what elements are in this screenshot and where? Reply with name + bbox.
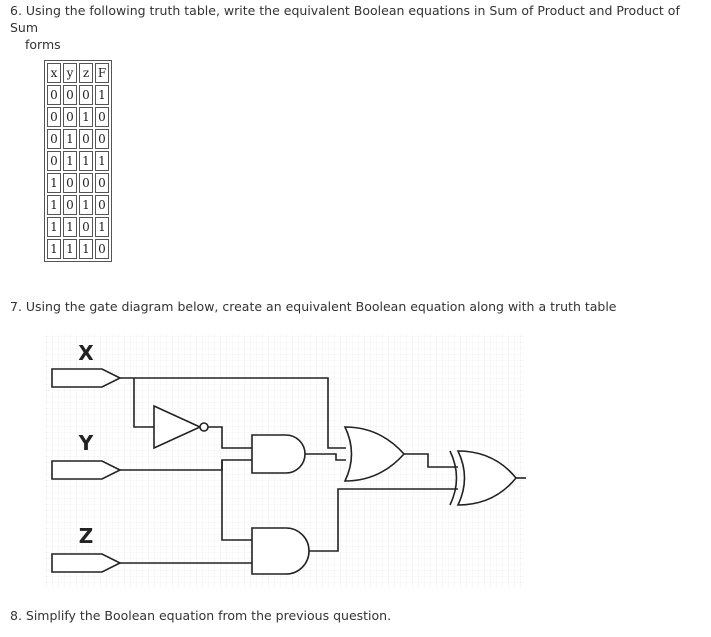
input-label-y: Y <box>78 431 94 455</box>
cell: 0 <box>63 85 77 105</box>
cell: 1 <box>95 151 109 171</box>
cell: 0 <box>47 151 61 171</box>
cell: 1 <box>47 173 61 193</box>
question-7-text: 7. Using the gate diagram below, create an equivalent Boolean equation along with a truth table <box>10 299 617 314</box>
cell: 1 <box>79 107 93 127</box>
cell: 1 <box>79 239 93 259</box>
cell: 0 <box>63 173 77 193</box>
table-row <box>47 151 109 171</box>
table-row <box>47 129 109 149</box>
cell: 0 <box>95 129 109 149</box>
cell: 0 <box>79 217 93 237</box>
input-label-z: Z <box>78 524 94 548</box>
cell: 1 <box>95 85 109 105</box>
header-z: z <box>79 63 93 83</box>
table-row <box>47 85 109 105</box>
cell: 0 <box>79 85 93 105</box>
cell: 0 <box>95 173 109 193</box>
header-f: F <box>95 63 109 83</box>
table-row <box>47 239 109 259</box>
question-6-text: 6. Using the following truth table, write the equivalent Boolean equations in Sum of Product and Product of Sum <box>10 3 680 35</box>
cell: 0 <box>47 129 61 149</box>
cell: 0 <box>47 107 61 127</box>
cell: 1 <box>47 195 61 215</box>
cell: 1 <box>47 239 61 259</box>
and-gate-2 <box>252 528 309 574</box>
question-8-text: 8. Simplify the Boolean equation from the previous question. <box>10 608 392 623</box>
cell: 0 <box>79 129 93 149</box>
question-6-text-cont: forms <box>25 37 61 52</box>
cell: 1 <box>63 151 77 171</box>
header-y: y <box>63 63 77 83</box>
cell: 1 <box>79 195 93 215</box>
truth-table-header <box>47 63 109 83</box>
header-x: x <box>47 63 61 83</box>
cell: 0 <box>95 107 109 127</box>
input-label-x: X <box>78 341 94 365</box>
and-gate-1 <box>252 435 305 473</box>
table-row <box>47 195 109 215</box>
gate-diagram <box>40 330 530 592</box>
cell: 1 <box>63 217 77 237</box>
cell: 1 <box>95 217 109 237</box>
cell: 0 <box>47 85 61 105</box>
table-row <box>47 217 109 237</box>
cell: 1 <box>79 151 93 171</box>
cell: 1 <box>47 217 61 237</box>
cell: 0 <box>63 195 77 215</box>
table-row <box>47 107 109 127</box>
cell: 1 <box>63 239 77 259</box>
question-7 <box>10 298 617 315</box>
cell: 0 <box>63 107 77 127</box>
table-row <box>47 173 109 193</box>
not-gate-bubble <box>200 423 208 431</box>
cell: 0 <box>79 173 93 193</box>
cell: 0 <box>95 239 109 259</box>
cell: 1 <box>63 129 77 149</box>
truth-table <box>44 60 112 262</box>
cell: 0 <box>95 195 109 215</box>
question-6 <box>10 2 700 53</box>
question-8 <box>10 607 391 624</box>
